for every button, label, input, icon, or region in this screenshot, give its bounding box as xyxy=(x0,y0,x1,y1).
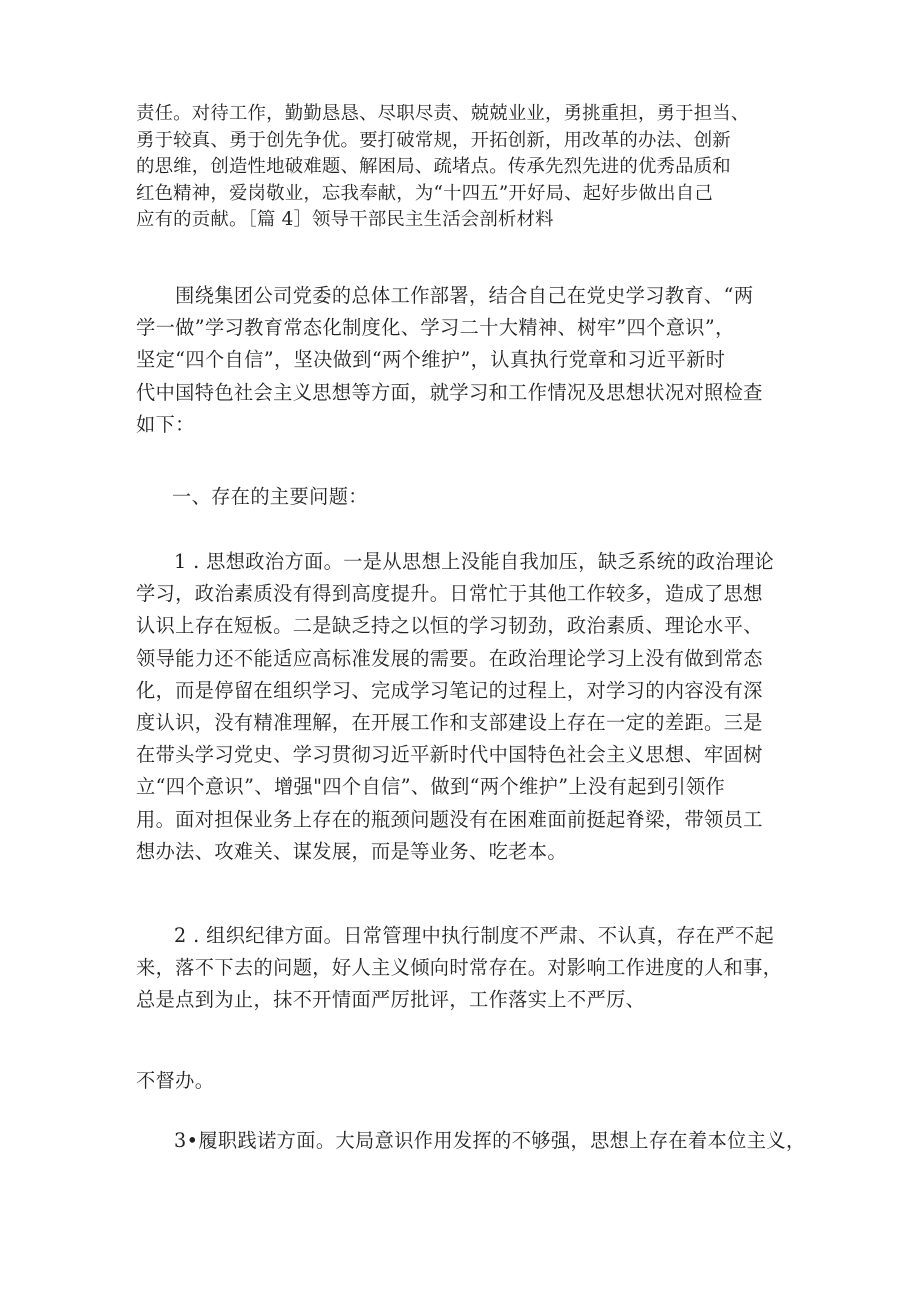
text-line: 化，而是停留在组织学习、完成学习笔记的过程上，对学习的内容没有深 xyxy=(136,678,763,702)
text-line: 围绕集团公司党委的总体工作部署，结合自己在党史学习教育、“两 xyxy=(136,284,754,307)
text-line: 想办法、攻难关、谋发展，而是等业务、吃老本。 xyxy=(136,839,567,863)
text-line: 用。面对担保业务上存在的瓶颈问题没有在困难面前挺起脊梁，带领员工 xyxy=(136,807,763,831)
paragraph-intro xyxy=(136,280,796,441)
text-line: 应有的贡献。［篇 4］领导干部民主生活会剖析材料 xyxy=(136,209,554,230)
paragraph-continuation-2 xyxy=(136,1065,796,1097)
text-line: 的思维，创造性地破难题、解困局、疏堵点。传承先烈先进的优秀品质和 xyxy=(136,156,731,177)
text-line: 学一做”学习教育常态化制度化、学习二十大精神、树牢”四个意识”， xyxy=(136,316,735,340)
paragraph-item-3 xyxy=(136,1125,806,1157)
text-line: 坚定“四个自信”，坚决做到“两个维护”，认真执行党章和习近平新时 xyxy=(136,348,726,372)
text-line: 来，落不下去的问题，好人主义倾向时常存在。对影响工作进度的人和事， xyxy=(136,956,783,980)
text-line: 立“四个意识”、增强"四个自信”、做到“两个维护”上没有起到引领作 xyxy=(136,775,726,799)
text-line: 不督办。 xyxy=(136,1069,215,1092)
text-line: 度认识，没有精准理解，在开展工作和支部建设上存在一定的差距。三是 xyxy=(136,711,763,735)
text-line: 2 . 组织纪律方面。日常管理中执行制度不严肃、不认真，存在严不起 xyxy=(174,924,775,947)
text-line: 代中国特色社会主义思想等方面，就学习和工作情况及思想状况对照检查 xyxy=(136,380,763,404)
paragraph-continuation xyxy=(136,101,796,234)
text-line: 领导能力还不能适应高标准发展的需要。在政治理论学习上没有做到常态 xyxy=(136,646,763,670)
text-line: 责任。对待工作，勤勤恳恳、尽职尽责、兢兢业业，勇挑重担，勇于担当、 xyxy=(136,103,750,124)
text-line: 1 . 思想政治方面。一是从思想上没能自我加压，缺乏系统的政治理论 xyxy=(174,550,775,573)
text-line: 3•履职践诺方面。大局意识作用发挥的不够强，思想上存在着本位主义， xyxy=(174,1129,806,1152)
text-line: 如下： xyxy=(136,412,195,436)
heading-text: 一、存在的主要问题： xyxy=(172,485,368,508)
paragraph-item-2 xyxy=(136,920,796,1017)
section-heading xyxy=(136,481,796,513)
paragraph-item-1 xyxy=(136,546,796,868)
text-line: 认识上存在短板。二是缺乏持之以恒的学习韧劲，政治素质、理论水平、 xyxy=(136,614,763,638)
text-line: 学习，政治素质没有得到高度提升。日常忙于其他工作较多，造成了思想 xyxy=(136,582,763,606)
text-line: 红色精神，爱岗敬业，忘我奉献，为“十四五”开好局、起好步做出自己 xyxy=(136,182,713,204)
text-line: 勇于较真、勇于创先争优。要打破常规，开拓创新，用改革的办法、创新 xyxy=(136,129,731,151)
text-line: 总是点到为止，抹不开情面严厉批评，工作落实上不严厉、 xyxy=(136,988,646,1012)
text-line: 在带头学习党史、学习贯彻习近平新时代中国特色社会主义思想、牢固树 xyxy=(136,743,763,767)
